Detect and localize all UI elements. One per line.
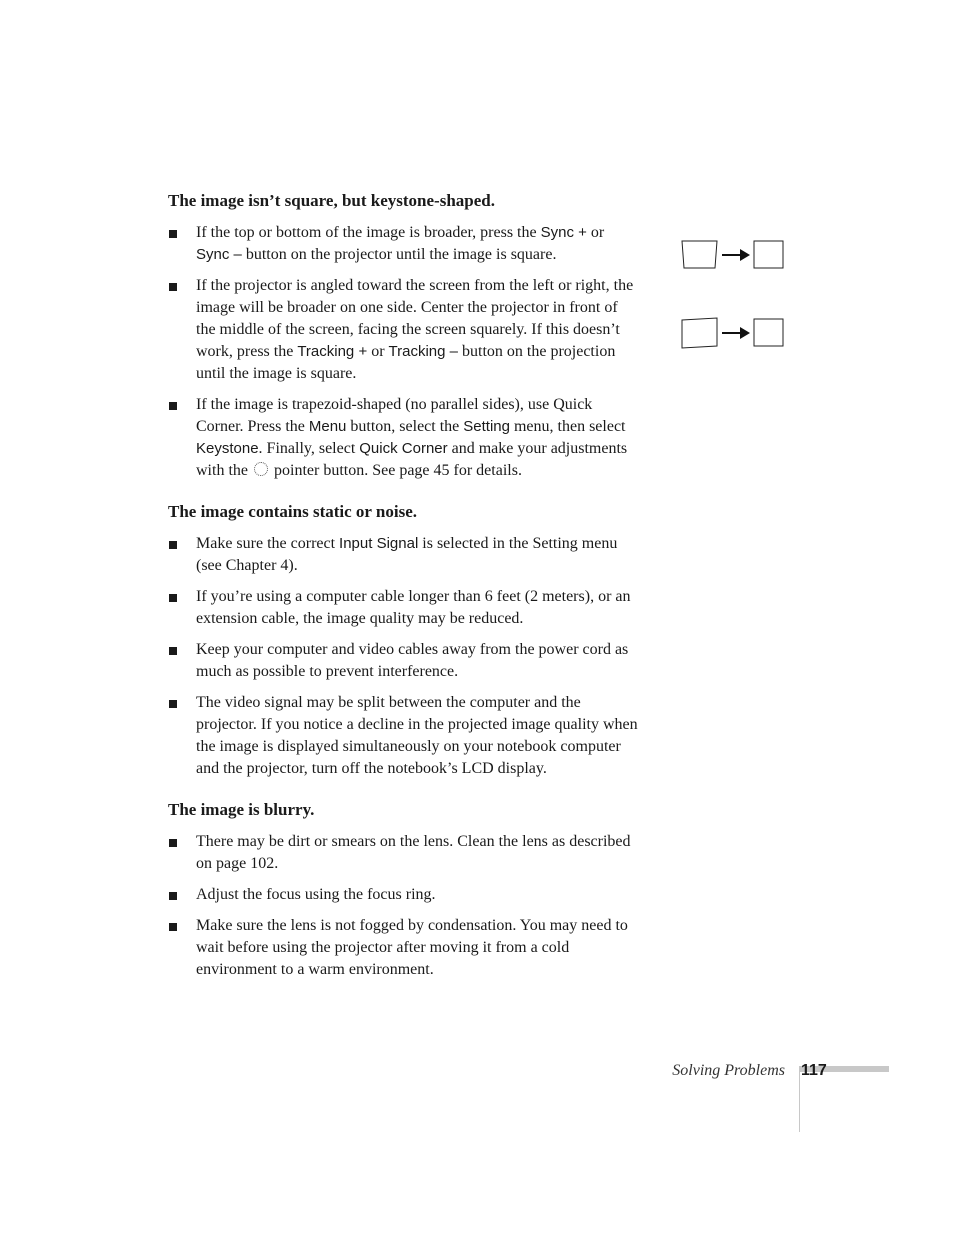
body-text: Make sure the lens is not fogged by condensation. You may need to wait before using the projector after moving it from a cold environment to a warm environment. — [196, 917, 628, 978]
section-heading: The image is blurry. — [168, 800, 315, 819]
body-text: Make sure the correct — [196, 535, 340, 552]
body-text: If you’re using a computer cable longer than 6 feet (2 meters), or an extension cable, the image quality may be reduced. — [196, 588, 631, 627]
square-shape — [754, 319, 783, 346]
body-text: and make your adjustments with the — [196, 440, 628, 479]
body-text: button on the projector until the image is square. — [241, 246, 557, 263]
list-item — [168, 639, 638, 683]
chapter-title: Solving Problems — [672, 1062, 785, 1079]
section — [168, 799, 638, 981]
ui-label: Input Signal — [339, 535, 419, 552]
body-text: The video signal may be split between the computer and the projector. If you notice a decline in the projected image quality when the image is displayed simultaneously on your notebook computer and the projector, turn off the notebook’s LCD display. — [196, 694, 638, 777]
list-item — [168, 692, 638, 780]
horizontal-keystone-diagram — [680, 316, 786, 352]
body-text: or — [586, 224, 605, 241]
ui-label: Tracking – — [388, 343, 459, 360]
body-text: If the projector is angled toward the screen from the left or right, the image will be broader on one side. Center the projector in front of the middle of the screen, facing the screen squarely. If this doesn’t work, press the — [196, 277, 634, 360]
body-text: is selected in the Setting menu (see Chapter 4). — [196, 535, 618, 574]
bullet-square-icon — [169, 839, 177, 847]
ui-label: Quick Corner — [359, 440, 448, 457]
bullet-square-icon — [169, 541, 177, 549]
body-text: Adjust the focus using the focus ring. — [196, 886, 436, 903]
bullet-square-icon — [169, 647, 177, 655]
page-body — [168, 190, 638, 1000]
section-heading: The image isn’t square, but keystone-shaped. — [168, 191, 495, 210]
footer-rule — [799, 1066, 800, 1132]
body-text: menu, then select — [509, 418, 626, 435]
body-text: If the top or bottom of the image is broader, press the — [196, 224, 541, 241]
list-item — [168, 915, 638, 981]
ui-label: Setting — [463, 418, 510, 435]
vertical-keystone-diagram — [680, 238, 786, 272]
list-item — [168, 394, 638, 482]
ui-label: Tracking + — [297, 343, 368, 360]
list-item — [168, 586, 638, 630]
section-heading: The image contains static or noise. — [168, 502, 418, 521]
section — [168, 501, 638, 780]
bullet-square-icon — [169, 594, 177, 602]
list-item — [168, 533, 638, 577]
ui-label: Menu — [308, 418, 347, 435]
body-text: . Finally, select — [258, 440, 360, 457]
list-item — [168, 222, 638, 266]
page-number: 117 — [801, 1062, 827, 1079]
bullet-square-icon — [169, 230, 177, 238]
body-text: button on the projection until the image is square. — [196, 343, 616, 382]
square-shape — [754, 241, 783, 268]
bullet-square-icon — [169, 283, 177, 291]
bullet-square-icon — [169, 402, 177, 410]
arrow-head — [740, 249, 750, 261]
body-text: Keep your computer and video cables away from the power cord as much as possible to prevent interference. — [196, 641, 629, 680]
body-text: button, select the — [346, 418, 464, 435]
bullet-square-icon — [169, 892, 177, 900]
keystone-shape — [682, 241, 717, 268]
body-text: or — [367, 343, 389, 360]
ui-label: Sync + — [540, 224, 587, 241]
keystone-shape — [682, 318, 717, 348]
body-text: pointer button. See page 45 for details. — [270, 462, 522, 479]
pointer-icon — [254, 462, 268, 476]
list-item — [168, 831, 638, 875]
body-text: If the image is trapezoid-shaped (no parallel sides), use Quick Corner. Press the — [196, 396, 593, 435]
body-text: There may be dirt or smears on the lens. Clean the lens as described on page 102. — [196, 833, 631, 872]
arrow-head — [740, 327, 750, 339]
list-item — [168, 275, 638, 385]
list-item — [168, 884, 638, 906]
bullet-square-icon — [169, 700, 177, 708]
ui-label: Sync – — [196, 246, 242, 263]
bullet-list — [168, 533, 638, 780]
ui-label: Keystone — [196, 440, 259, 457]
bullet-list — [168, 831, 638, 981]
bullet-square-icon — [169, 923, 177, 931]
bullet-list — [168, 222, 638, 482]
section — [168, 190, 638, 482]
